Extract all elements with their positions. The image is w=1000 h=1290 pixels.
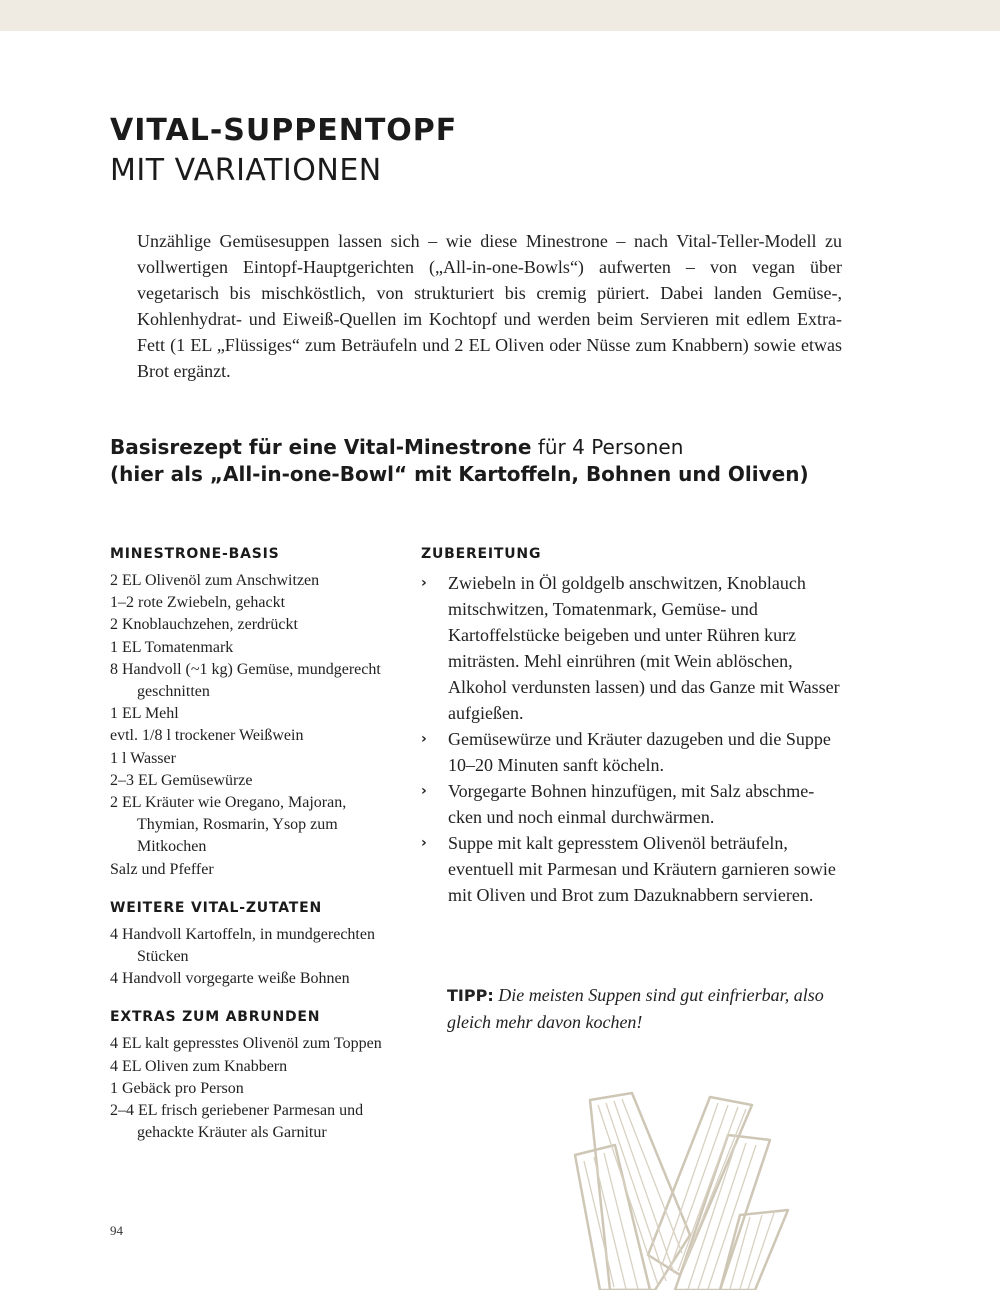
- chevron-right-icon: ›: [421, 575, 427, 591]
- ingredient-item: 4 EL kalt gepresstes Olivenöl zum Toppen: [110, 1035, 382, 1053]
- chevron-right-icon: ›: [421, 783, 427, 799]
- page-number: 94: [110, 1223, 123, 1238]
- recipe-subheading: (hier als „All-in-one-Bowl“ mit Kartoffeln, Bohnen und Oliven): [110, 462, 809, 486]
- section-spacer: [110, 990, 410, 1007]
- step-text: Suppe mit kalt gepresstem Olivenöl beträufeln, eventuell mit Parmesan und Kräutern garnieren sowie mit Oliven und Brot zum Dazuknabbern servieren.: [448, 833, 836, 905]
- tip-text: Die meisten Suppen sind gut einfrierbar, also gleich mehr davon kochen!: [447, 985, 824, 1032]
- preparation-steps: [421, 570, 841, 908]
- ingredient-item: 4 EL Oliven zum Knabbern: [110, 1057, 288, 1075]
- section-heading-weitere: WEITERE VITAL-ZUTATEN: [110, 899, 322, 916]
- section-spacer: [110, 881, 410, 898]
- ingredient-list-extras: [110, 1033, 410, 1144]
- step-text: Gemüsewürze und Kräuter dazugeben und die Suppe 10–20 Minuten sanft köcheln.: [448, 729, 831, 775]
- top-band: [0, 0, 1000, 31]
- wood-planks-illustration: [570, 1085, 820, 1290]
- ingredient-item: Salz und Pfeffer: [110, 860, 214, 878]
- ingredient-list-basis: [110, 570, 410, 881]
- ingredient-item: 2 EL Kräuter wie Oregano, Majoran, Thymian, Rosmarin, Ysop zum Mitkochen: [110, 794, 347, 856]
- tip-label: TIPP:: [447, 986, 494, 1005]
- ingredient-item: 4 Handvoll Kartoffeln, in mundgerechten Stücken: [110, 925, 375, 966]
- recipe-servings: für 4 Personen: [531, 435, 684, 459]
- chevron-right-icon: ›: [421, 731, 427, 747]
- chevron-right-icon: ›: [421, 835, 427, 851]
- preparation-step: [421, 570, 841, 726]
- preparation-step: [421, 726, 841, 778]
- tip-box: [447, 982, 847, 1035]
- recipe-heading: [110, 434, 809, 488]
- step-text: Zwiebeln in Öl goldgelb anschwitzen, Knoblauch mitschwitzen, Tomatenmark, Gemüse- und Kartoffelstücke beigeben und unter Rühren kurz miträsten. Mehl einrühren (mit Wein ablöschen, Alkohol verdunsten lassen) und das Ganze mit Wasser aufgießen.: [448, 573, 840, 723]
- step-text: Vorgegarte Bohnen hinzufügen, mit Salz abschmecken und noch einmal durchwärmen.: [448, 781, 815, 827]
- ingredient-item: 1 EL Mehl: [110, 705, 179, 723]
- preparation-step: [421, 778, 841, 830]
- ingredient-item: 1 EL Tomatenmark: [110, 638, 234, 656]
- ingredient-item: 1–2 rote Zwiebeln, gehackt: [110, 594, 286, 612]
- page-subtitle: MIT VARIATIONEN: [110, 153, 382, 188]
- section-heading-zubereitung: ZUBEREITUNG: [421, 546, 542, 562]
- ingredient-item: 1 Gebäck pro Person: [110, 1079, 244, 1097]
- ingredient-item: 2 EL Olivenöl zum Anschwitzen: [110, 572, 320, 589]
- section-heading-extras: EXTRAS ZUM ABRUNDEN: [110, 1009, 321, 1026]
- preparation-column: [421, 544, 841, 908]
- recipe-heading-line: [110, 434, 809, 461]
- preparation-step: [421, 830, 841, 908]
- intro-paragraph: Unzählige Gemüsesuppen lassen sich – wie diese Minestrone – nach Vital-Teller-Modell zu vollwertigen Eintopf-Hauptgerichten („All-in-one-Bowls“) aufwerten – von vegan über vegetarisch bis mischköstlich, von strukturiert bis cremig püriert. Dabei landen Gemüse-, Kohlenhydrat- und Eiweiß-Quellen im Kochtopf und werden beim Servieren mit edlem Extra-Fett (1 EL „Flüssiges“ zum Beträufeln und 2 EL Oliven oder Nüsse zum Knabbern) sowie etwas Brot ergänzt.: [137, 231, 842, 381]
- section-heading-basis: MINESTRONE-BASIS: [110, 546, 280, 562]
- ingredient-item: 2–4 EL frisch geriebener Parmesan und gehackte Kräuter als Garnitur: [110, 1102, 364, 1142]
- ingredient-list-weitere: [110, 924, 410, 991]
- page-title: VITAL-SUPPENTOPF: [110, 113, 458, 148]
- ingredient-item: 4 Handvoll vorgegarte weiße Bohnen: [110, 970, 350, 988]
- recipe-title: Basisrezept für eine Vital-Minestrone: [110, 435, 532, 459]
- ingredient-item: 2–3 EL Gemüsewürze: [110, 771, 253, 789]
- ingredient-item: 8 Handvoll (~1 kg) Gemüse, mundgerecht geschnitten: [110, 660, 381, 701]
- ingredient-item: 2 Knoblauchzehen, zerdrückt: [110, 616, 298, 634]
- ingredient-item: 1 l Wasser: [110, 749, 176, 767]
- ingredients-column: [110, 544, 410, 1144]
- ingredient-item: evtl. 1/8 l trockener Weißwein: [110, 727, 304, 745]
